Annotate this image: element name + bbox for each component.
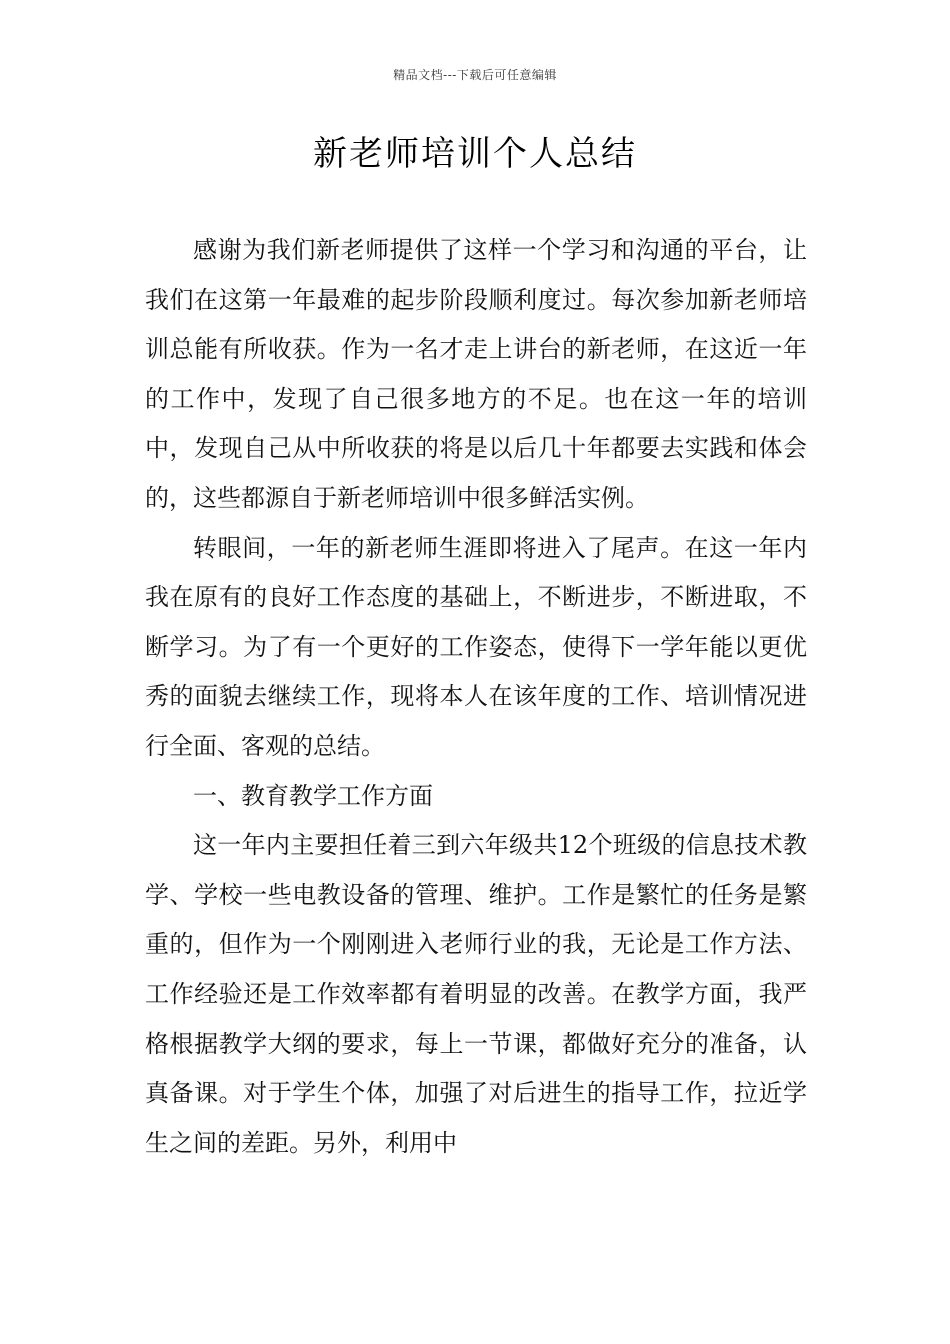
- header-note: 精品文档---下载后可任意编辑: [393, 68, 557, 82]
- paragraph-intro: 感谢为我们新老师提供了这样一个学习和沟通的平台，让我们在这第一年最难的起步阶段顺利度过。每次参加新老师培训总能有所收获。作为一名才走上讲台的新老师，在这近一年的工作中，发现了自己很多地方的不足。也在这一年的培训中，发现自己从中所收获的将是以后几十年都要去实践和体会的，这些都源自于新老师培训中很多鲜活实例。: [145, 236, 807, 512]
- document-title: 新老师培训个人总结: [313, 134, 637, 174]
- document-body: [145, 226, 807, 1168]
- paragraph-teaching: 这一年内主要担任着三到六年级共12个班级的信息技术教学、学校一些电教设备的管理、维护。工作是繁忙的任务是繁重的，但作为一个刚刚进入老师行业的我，无论是工作方法、工作经验还是工作效率都有着明显的改善。在教学方面，我严格根据教学大纲的要求，每上一节课，都做好充分的准备，认真备课。对于学生个体，加强了对后进生的指导工作，拉近学生之间的差距。另外，利用中: [145, 831, 807, 1157]
- paragraph-summary: 转眼间，一年的新老师生涯即将进入了尾声。在这一年内我在原有的良好工作态度的基础上，不断进步，不断进取，不断学习。为了有一个更好的工作姿态，使得下一学年能以更优秀的面貌去继续工作，现将本人在该年度的工作、培训情况进行全面、客观的总结。: [145, 533, 807, 760]
- section-heading: 一、教育教学工作方面: [193, 781, 433, 810]
